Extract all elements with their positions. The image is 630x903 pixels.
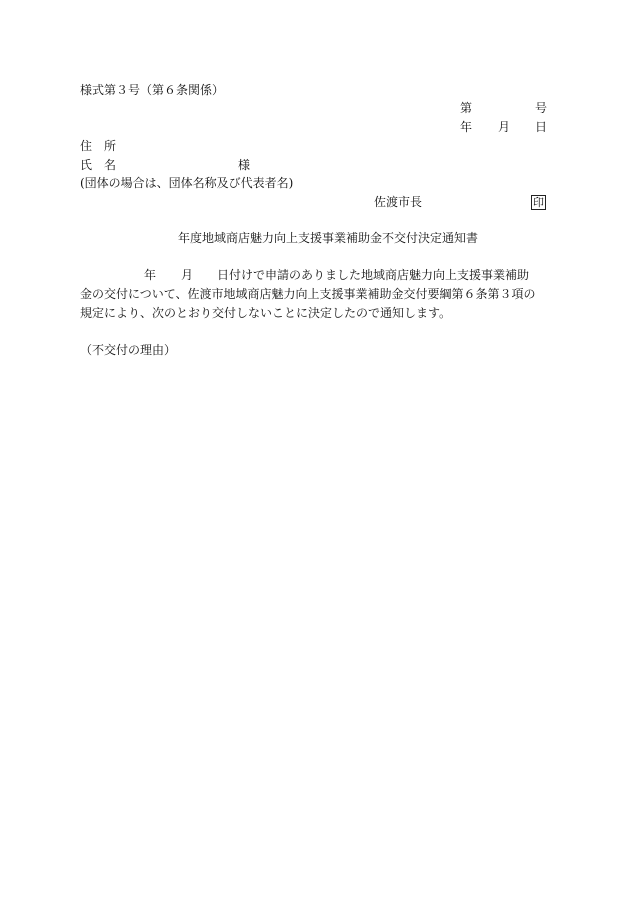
honorific: 様: [238, 158, 251, 172]
date-month: 月: [498, 120, 511, 134]
body-line-1-rest: 日付けで申請のありました地域商店魅力向上支援事業補助: [217, 268, 530, 282]
form-number: 様式第３号（第６条関係）: [80, 83, 225, 97]
document-number-prefix: 第: [460, 101, 473, 115]
date-year: 年: [460, 120, 473, 134]
seal-mark: 印: [533, 196, 544, 209]
reason-label: （不交付の理由）: [80, 343, 177, 357]
group-note: (団体の場合は、団体名称及び代表者名): [80, 176, 294, 190]
issuer: 佐渡市長: [374, 195, 423, 209]
notice-body: [80, 266, 550, 323]
document-number-suffix: 号: [535, 101, 548, 115]
body-month: 月: [181, 268, 194, 282]
document-title: 年度地域商店魅力向上支援事業補助金不交付決定通知書: [178, 231, 479, 245]
name-label: 氏 名: [80, 158, 117, 172]
official-seal: [531, 194, 546, 210]
body-year: 年: [144, 268, 157, 282]
date-day: 日: [535, 120, 548, 134]
address-label: 住 所: [80, 139, 117, 153]
body-line-2: 金の交付について、佐渡市地域商店魅力向上支援事業補助金交付要綱第６条第３項の: [80, 287, 536, 301]
body-line-1: [80, 266, 550, 285]
body-line-3: 規定により、次のとおり交付しないことに決定したので通知します。: [80, 306, 452, 320]
